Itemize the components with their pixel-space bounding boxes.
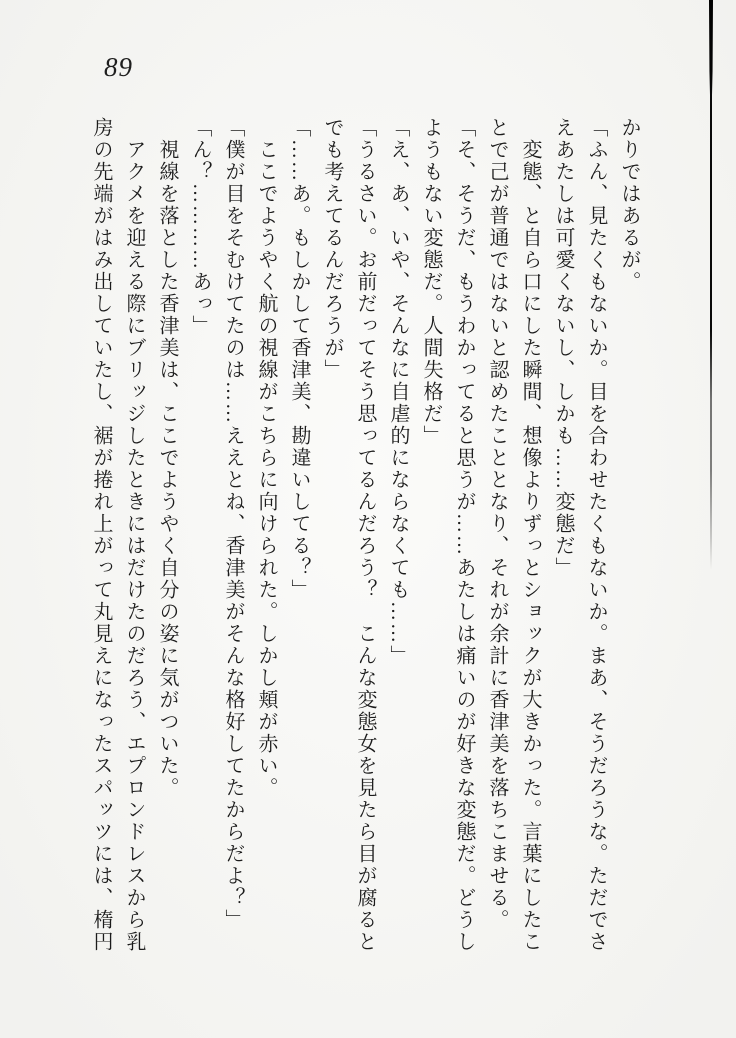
- vertical-text-block: [84, 117, 645, 963]
- paragraph: 「え、あ、いや、そんなに自虐的にならなくても……」: [387, 117, 409, 667]
- paragraph: 「ふん、見たくもないか。目を合わせたくもないか。まあ、そうだろうな。ただでさえあたしは可愛くないし、しかも……変態だ」: [552, 117, 607, 953]
- paragraph: かりではあるが。: [618, 117, 640, 293]
- paragraph: 「そ、そうだ、もうわかってると思うが……あたしは痛いのが好きな変態だ。どうしようもない変態だ。人間失格だ」: [420, 117, 475, 953]
- paragraph: 視線を落とした香津美は、ここでようやく自分の姿に気がついた。: [156, 117, 178, 799]
- paragraph: 「ん？…………あっ」: [189, 117, 211, 337]
- paragraph: 変態、と自ら口にした瞬間、想像よりずっとショックが大きかった。言葉にしたことで己が普通ではないと認めたこととなり、それが余計に香津美を落ちこませる。: [486, 117, 541, 953]
- page-number: 89: [104, 52, 133, 82]
- scan-artifact-line: [710, 0, 712, 570]
- paragraph: 「うるさい。お前だってそう思ってるんだろう？ こんな変態女を見たら目が腐るとでも考えてるんだろうが」: [321, 117, 376, 953]
- paragraph: 「僕が目をそむけてたのは……ええとね、香津美がそんな格好してたからだよ？」: [222, 117, 244, 931]
- paragraph: アクメを迎える際にブリッジしたときにはだけたのだろう、エプロンドレスから乳房の先端がはみ出していたし、裾が捲れ上がって丸見えになったスパッツには、楕円: [90, 117, 145, 953]
- paragraph: 「……あ。もしかして香津美、勘違いしてる？」: [288, 117, 310, 601]
- paragraph: ここでようやく航の視線がこちらに向けられた。しかし頬が赤い。: [255, 117, 277, 799]
